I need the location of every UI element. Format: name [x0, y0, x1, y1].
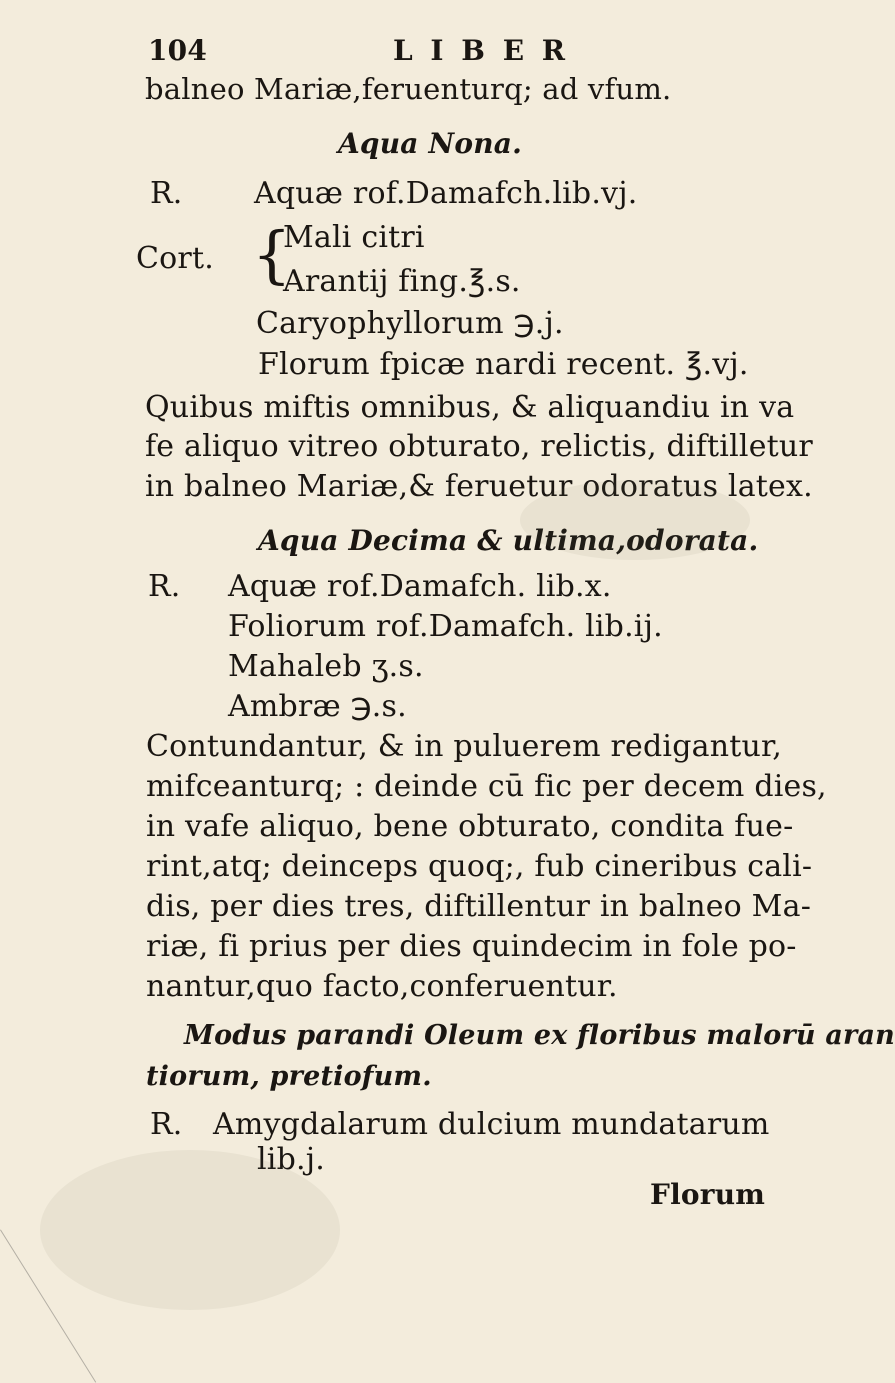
recipe-label: R. [150, 176, 183, 211]
ingredient-line: Mali citri [283, 220, 425, 255]
ingredient-line: Ambræ ℈.s. [228, 689, 407, 724]
running-title: L I B E R [393, 34, 570, 67]
ingredient-line: Foliorum rof.Damafch. lib.ij. [228, 609, 663, 644]
paragraph-line: mifceanturq; : deinde cū fic per decem dies, [146, 769, 827, 804]
ingredient-line: Amygdalarum dulcium mundatarum [213, 1107, 770, 1142]
ingredient-line: Florum fpicæ nardi recent. ℥.vj. [258, 347, 749, 382]
paragraph-line: fe aliquo vitreo obturato, relictis, diftilletur [145, 429, 813, 464]
paper-stain [40, 1150, 340, 1310]
paragraph-line: Quibus miftis omnibus, & aliquandiu in va [145, 390, 795, 425]
recipe-label: R. [150, 1107, 183, 1142]
paper-stain [520, 480, 750, 560]
paragraph-line: in balneo Mariæ,& feruetur odoratus latex. [145, 469, 813, 504]
section-heading-modus-parandi-cont: tiorum, pretiofum. [146, 1061, 432, 1092]
cort-label: Cort. [136, 241, 214, 276]
ingredient-line: Caryophyllorum ℈.j. [256, 306, 564, 341]
recipe-label: R. [148, 569, 181, 604]
paragraph-line: dis, per dies tres, diftillentur in balneo Ma- [146, 889, 812, 924]
ingredient-line: Aquæ rof.Damafch. lib.x. [228, 569, 612, 604]
page-number: 104 [148, 34, 208, 67]
ingredient-line: Mahaleb ʒ.s. [228, 649, 424, 684]
brace-icon: { [252, 218, 292, 291]
catchword: Florum [650, 1178, 766, 1211]
section-heading-aqua-nona: Aqua Nona. [338, 127, 523, 160]
paragraph-line: riæ, fi prius per dies quindecim in fole po- [146, 929, 797, 964]
ingredient-line: Aquæ rof.Damafch.lib.vj. [254, 176, 638, 211]
paragraph-line: rint,atq; deinceps quoq;, fub cineribus cali- [146, 849, 813, 884]
ingredient-line: Arantij fing.℥.s. [283, 264, 521, 299]
section-heading-aqua-decima: Aqua Decima & ultima,odorata. [258, 524, 759, 557]
paragraph-line: Contundantur, & in puluerem redigantur, [146, 729, 782, 764]
paragraph-line: nantur,quo facto,conferuentur. [146, 969, 618, 1004]
ingredient-line: lib.j. [257, 1142, 325, 1177]
paragraph-line: in vafe aliquo, bene obturato, condita fue- [146, 809, 794, 844]
section-heading-modus-parandi: Modus parandi Oleum ex floribus malorū aran [184, 1020, 895, 1051]
continuation-line: balneo Mariæ,feruenturq; ad vfum. [145, 72, 672, 106]
